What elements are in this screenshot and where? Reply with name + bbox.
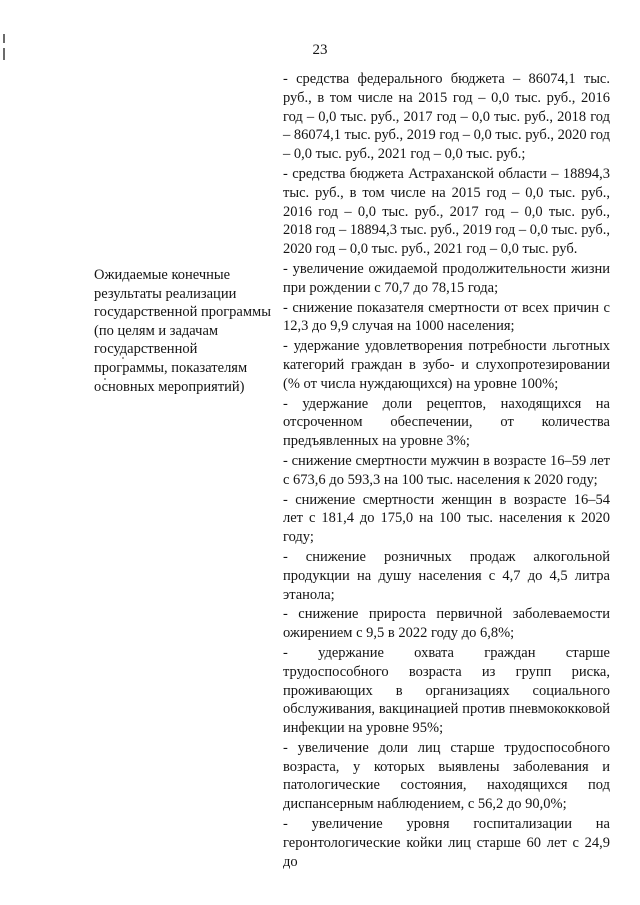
result-item: - увеличение уровня госпитализации на геронтологические койки лиц старше 60 лет с 24,9 до (283, 816, 610, 870)
result-item: - снижение смертности женщин в возрасте 16–54 лет с 181,4 до 175,0 на 100 тыс. населения к 2020 году; (283, 491, 610, 546)
result-item: - снижение прироста первичной заболеваемости ожирением с 9,5 в 2022 году до 6,8%; (283, 606, 610, 642)
result-item: - снижение показателя смертности от всех причин с 12,3 до 9,9 случая на 1000 населения; (283, 299, 610, 335)
funding-federal-item: - средства федерального бюджета – 86074,1 тыс. руб., в том числе на 2015 год – 0,0 тыс. руб., 2016 год – 0,0 тыс. руб., 2017 год – 0,0 тыс. руб., 2018 год – 86074,1 тыс. руб., 2019 год – 0,0 тыс. руб., 2020 год – 0,0 тыс. руб., 2021 год – 0,0 тыс. руб.; (283, 71, 610, 163)
section-label: Ожидаемые конечные результаты реализации государственной программы (по целям и задачам государственной программы, показателям основных мероприятий) (94, 267, 271, 395)
result-item: - увеличение доли лиц старше трудоспособного возраста, у которых выявлены заболевания и патологические состояния, находящихся под диспансерным наблюдением, с 56,2 до 90,0%; (283, 739, 610, 813)
result-item: - увеличение ожидаемой продолжительности жизни при рождении с 70,7 до 78,15 года; (283, 260, 610, 296)
result-item: - удержание охвата граждан старше трудоспособного возраста из групп риска, проживающих в организациях социального обслуживания, вакцинацией против пневмококковой инфекции на уровне 95%; (283, 644, 610, 737)
result-item: - снижение смертности мужчин в возрасте 16–59 лет с 673,6 до 593,3 на 100 тыс. населения к 2020 году; (283, 452, 610, 488)
result-item: - удержание доли рецептов, находящихся на отсроченном обеспечении, от количества предъявленных на уровне 3%; (283, 395, 610, 450)
funding-regional-item: - средства бюджета Астраханской области – 18894,3 тыс. руб., в том числе на 2015 год – 0,0 тыс. руб., 2016 год – 0,0 тыс. руб., 2017 год – 0,0 тыс. руб., 2018 год – 18894,3 тыс. руб., 2019 год – 0,0 тыс. руб., 2020 год – 0,0 тыс. руб., 2021 год – 0,0 тыс. руб. (283, 165, 610, 258)
section-content (283, 70, 610, 872)
page-number: 23 (312, 42, 328, 58)
result-item: - удержание удовлетворения потребности льготных категорий граждан в зубо- и слухопротезировании (% от числа нуждающихся) на уровне 100%; (283, 338, 610, 392)
result-item: - снижение розничных продаж алкогольной продукции на душу населения с 4,7 до 4,5 литра этанола; (283, 548, 610, 603)
